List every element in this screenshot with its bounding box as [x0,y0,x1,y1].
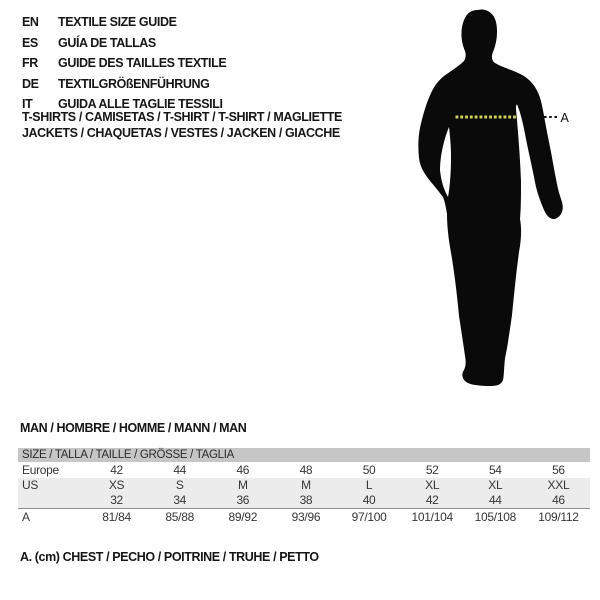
table-cell: 42 [425,493,439,507]
table-cell: 56 [552,463,565,477]
language-title: GUIDA ALLE TAGLIE TESSILI [58,97,223,112]
table-cell: 81/84 [102,510,131,524]
table-cell: S [175,478,184,492]
table-cell: 50 [362,463,376,477]
size-table [18,448,590,525]
table-row-alt-sizes [18,493,590,509]
table-cell: 38 [299,493,313,507]
table-cell: M [301,478,311,492]
category-line-tshirts: T-SHIRTS / CAMISETAS / T-SHIRT / T-SHIRT / MAGLIETTE [22,110,342,124]
table-row-europe [18,462,590,478]
table-cell: 32 [110,493,123,507]
table-cell: 101/104 [411,510,453,524]
man-silhouette-figure [400,0,600,410]
table-cell: 52 [425,463,439,477]
row-label: US [22,478,39,492]
man-silhouette [418,10,562,386]
measure-label-a: A [560,111,569,125]
table-header-row: SIZE / TALLA / TAILLE / GRÖSSE / TAGLIA [18,448,590,462]
table-cell: 44 [173,463,187,477]
table-cell: 105/108 [474,510,516,524]
language-title: TEXTILE SIZE GUIDE [58,15,177,29]
table-cell: 46 [236,463,250,477]
category-line-jackets: JACKETS / CHAQUETAS / VESTES / JACKEN / GIACCHE [22,126,340,141]
table-cell: 42 [110,463,123,477]
measure-footnote: A. (cm) CHEST / PECHO / POITRINE / TRUHE / PETTO [20,550,319,564]
table-cell: 46 [552,493,565,507]
table-cell: XXL [547,478,570,492]
table-cell: L [365,478,373,492]
language-code: FR [22,56,38,71]
language-code: DE [22,76,39,91]
language-title: TEXTILGRÖßENFÜHRUNG [58,76,210,91]
table-cell: 93/96 [291,510,321,524]
table-cell: XS [108,478,125,492]
language-row-de [22,74,226,95]
garment-categories [22,109,342,142]
row-label: Europe [22,463,59,477]
language-row-es [22,33,226,54]
table-cell: 36 [236,493,250,507]
language-code: EN [22,15,39,29]
row-label: A [22,510,30,524]
language-code: ES [22,35,38,50]
language-title: GUÍA DE TALLAS [58,35,156,50]
table-cell: M [237,478,248,492]
language-row-fr [22,53,226,74]
table-row-chest-a [18,509,590,525]
table-cell: 109/112 [538,510,579,524]
table-cell: 54 [488,463,502,477]
table-row-us [18,478,590,493]
section-title-man: MAN / HOMBRE / HOMME / MANN / MAN [20,421,247,435]
table-cell: 48 [299,463,313,477]
table-cell: 89/92 [228,510,258,524]
table-cell: 97/100 [351,510,387,524]
language-list [22,12,226,115]
language-title: GUIDE DES TAILLES TEXTILE [58,56,227,71]
table-cell: XL [425,478,440,492]
table-cell: 34 [173,493,187,507]
row-label [18,493,85,508]
table-cell: 44 [488,493,502,507]
table-cell: 40 [362,493,376,507]
language-row-en [22,12,226,33]
language-code: IT [22,97,33,112]
table-cell: XL [488,478,503,492]
figure-area [400,0,600,410]
table-cell: 85/88 [165,510,194,524]
